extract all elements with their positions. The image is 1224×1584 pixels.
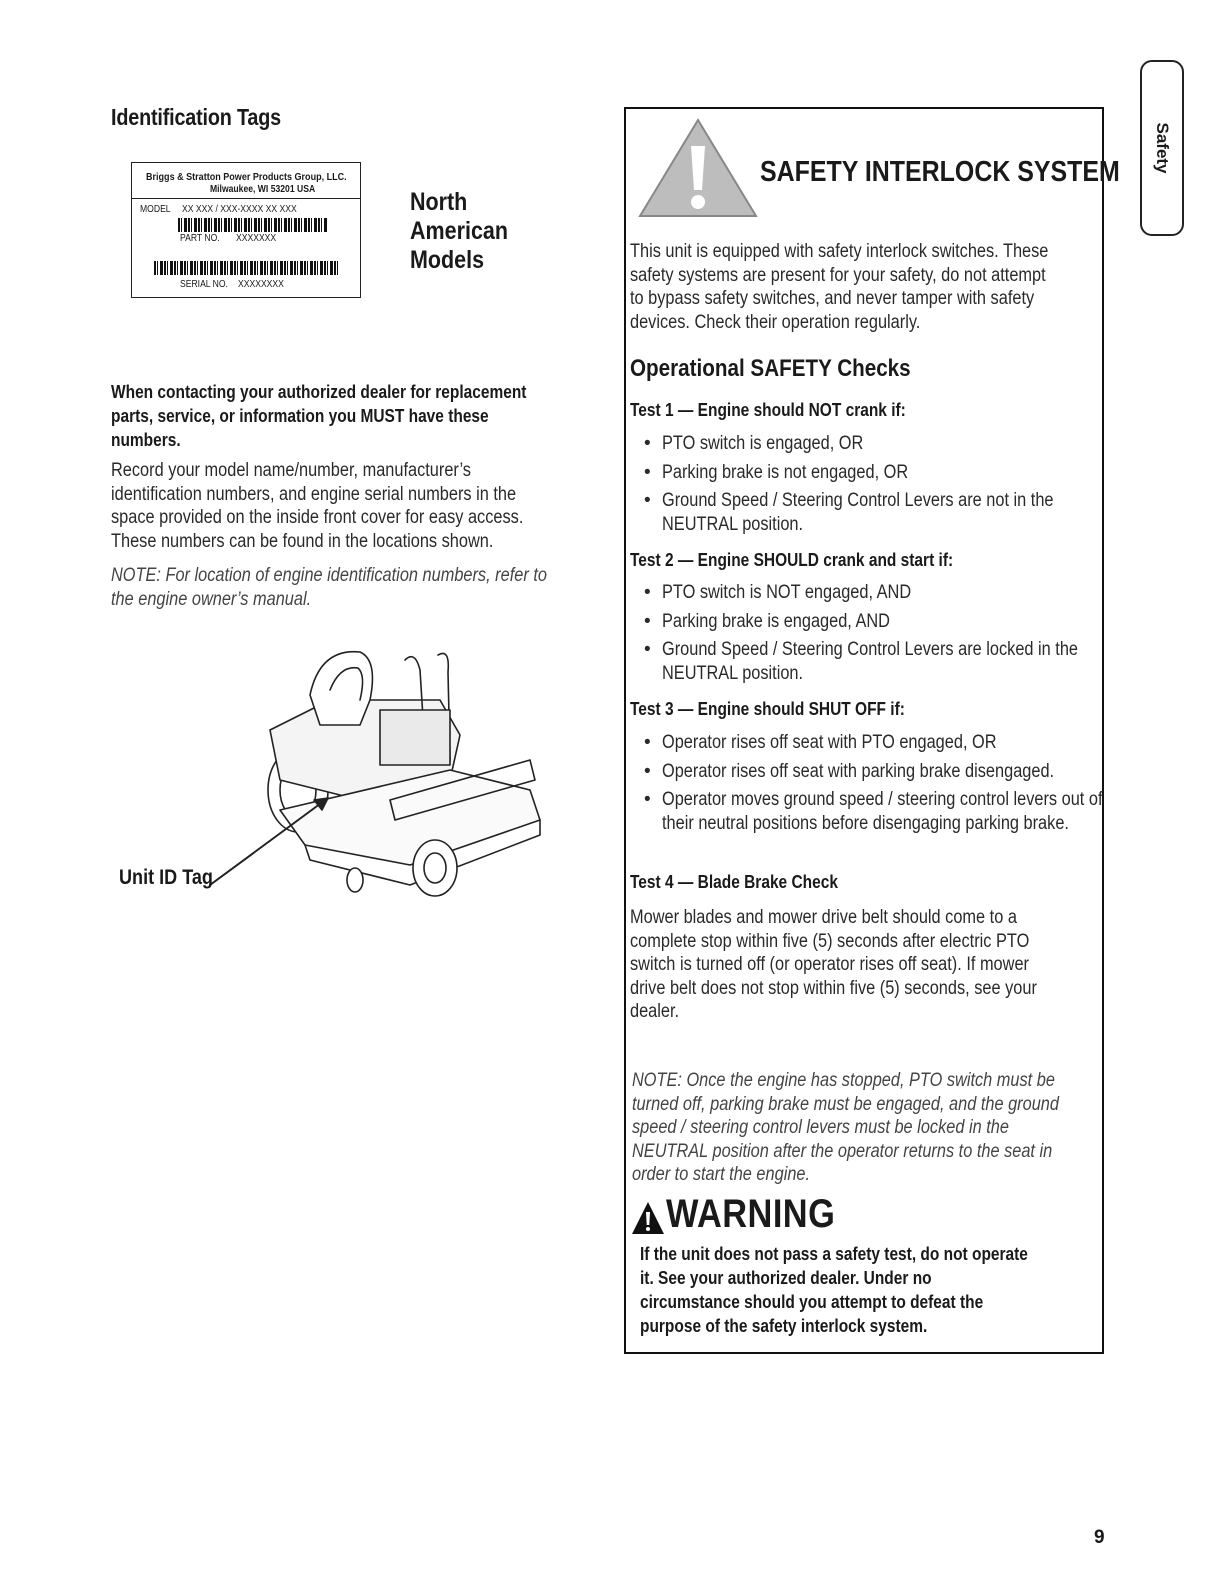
test-3-list xyxy=(640,731,1140,863)
tag-divider xyxy=(132,198,360,199)
engine-id-note: NOTE: For location of engine identification numbers, refer to the engine owner’s manual. xyxy=(111,565,547,610)
test-2-list xyxy=(640,581,1140,690)
warning-label: WARNING xyxy=(666,1192,836,1236)
list-item: • Ground Speed / Steering Control Levers are not in the NEUTRAL position. xyxy=(640,489,1140,536)
warning-triangle-icon xyxy=(636,116,760,220)
tag-serial-value: XXXXXXXX xyxy=(238,279,284,290)
warning-text: If the unit does not pass a safety test, do not operate it. See your authorized dealer. Under no circumstance should you attempt to defeat the purpose of the safety interlock system. xyxy=(640,1244,1028,1336)
tag-model-label: MODEL xyxy=(140,204,171,215)
tag-address-line: Milwaukee, WI 53201 USA xyxy=(210,184,316,195)
tag-part-label: PART NO. xyxy=(180,233,220,244)
list-item: • Operator rises off seat with parking brake disengaged. xyxy=(640,760,1140,784)
serial-barcode xyxy=(154,261,340,275)
identification-tag-illustration xyxy=(131,162,361,298)
list-item: • Operator moves ground speed / steering control levers out of their neutral positions before disengaging parking brake. xyxy=(640,788,1140,858)
list-item: • Parking brake is engaged, AND xyxy=(640,610,1140,634)
page-number: 9 xyxy=(1094,1527,1105,1548)
safety-section-tab xyxy=(1140,60,1184,236)
safety-intro-paragraph: This unit is equipped with safety interlock switches. These safety systems are present for your safety, do not attempt to bypass safety switches, and never tamper with safety devices. Check their operation regularly. xyxy=(630,241,1049,333)
section-heading: Identification Tags xyxy=(111,104,282,130)
zero-turn-mower-illustration xyxy=(210,640,560,910)
unit-id-tag-label: Unit ID Tag xyxy=(119,866,213,889)
models-title: North American Models xyxy=(410,188,508,274)
model-barcode xyxy=(178,218,328,232)
test-4-heading: Test 4 — Blade Brake Check xyxy=(630,872,838,892)
list-item: • PTO switch is engaged, OR xyxy=(640,432,1140,456)
restart-note: NOTE: Once the engine has stopped, PTO switch must be turned off, parking brake must be engaged, and the ground speed / steering control levers must be locked in the NEUTRAL position after the operator returns to the seat in order to start the engine. xyxy=(632,1070,1059,1185)
list-item: • Ground Speed / Steering Control Levers are locked in the NEUTRAL position. xyxy=(640,638,1140,685)
tag-part-value: XXXXXXX xyxy=(236,233,277,244)
list-item: • PTO switch is NOT engaged, AND xyxy=(640,581,1140,605)
tag-serial-label: SERIAL NO. xyxy=(180,279,228,290)
blade-brake-paragraph: Mower blades and mower drive belt should come to a complete stop within five (5) seconds after electric PTO switch is turned off (or operator rises off seat). If mower drive belt does not stop within five (5) seconds, see your dealer. xyxy=(630,907,1037,1022)
test-1-list xyxy=(640,432,1140,541)
test-1-heading: Test 1 — Engine should NOT crank if: xyxy=(630,400,906,420)
contact-dealer-text: When contacting your authorized dealer for replacement parts, service, or information you MUST have these numbers. xyxy=(111,382,527,450)
tag-company-line: Briggs & Stratton Power Products Group, LLC. xyxy=(146,171,347,183)
list-item: • Operator rises off seat with PTO engaged, OR xyxy=(640,731,1140,755)
safety-interlock-title: SAFETY INTERLOCK SYSTEM xyxy=(760,156,1120,188)
section-tab-label: Safety xyxy=(1153,122,1172,174)
list-item: • Parking brake is not engaged, OR xyxy=(640,461,1140,485)
test-2-heading: Test 2 — Engine SHOULD crank and start if: xyxy=(630,550,954,570)
operational-checks-title: Operational SAFETY Checks xyxy=(630,355,911,382)
record-numbers-paragraph: Record your model name/number, manufacturer’s identification numbers, and engine serial numbers in the space provided on the inside front cover for easy access. These numbers can be found in the locations shown. xyxy=(111,460,524,552)
tag-model-value: XX XXX / XXX-XXXX XX XXX xyxy=(182,204,297,215)
test-3-heading: Test 3 — Engine should SHUT OFF if: xyxy=(630,699,905,719)
